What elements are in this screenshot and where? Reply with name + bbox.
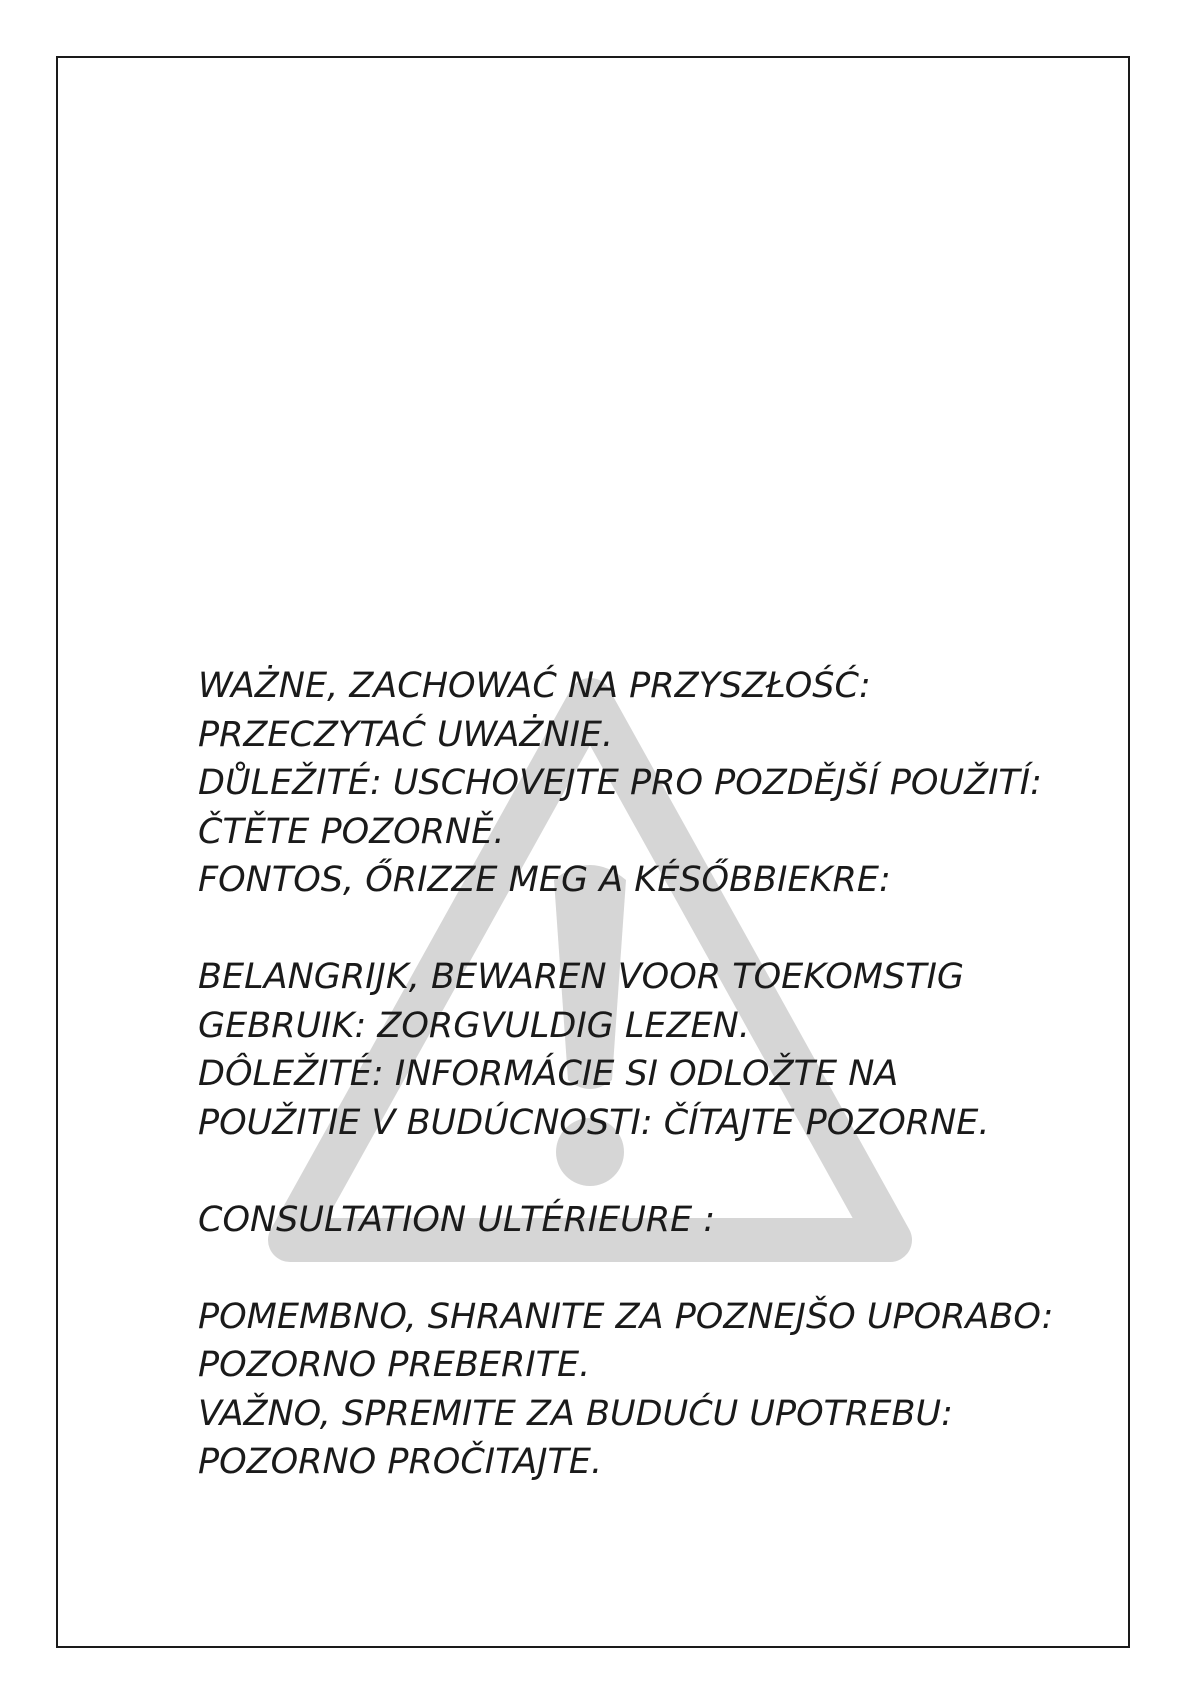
- notice-line-cs-2: ČTĚTE POZORNĚ.: [198, 811, 505, 852]
- notice-line-hu-1: FONTOS, ŐRIZZE MEG A KÉSŐBBIEKRE:: [198, 860, 891, 900]
- notice-line-nl-1: BELANGRIJK, BEWAREN VOOR TOEKOMSTIG: [198, 957, 965, 997]
- notice-line-sl-1: POMEMBNO, SHRANITE ZA POZNEJŠO UPORABO:: [198, 1296, 1054, 1337]
- notice-spacer: [198, 1147, 1118, 1196]
- notice-line-pl-1: WAŻNE, ZACHOWAĆ NA PRZYSZŁOŚĆ:: [198, 666, 871, 706]
- safety-notice-text: [198, 662, 1118, 1487]
- notice-spacer: [198, 1244, 1118, 1293]
- notice-line-sk-2: POUŽITIE V BUDÚCNOSTI: ČÍTAJTE POZORNE.: [198, 1102, 990, 1143]
- notice-line-hr-2: POZORNO PROČITAJTE.: [198, 1442, 603, 1482]
- notice-line-fr-1: CONSULTATION ULTÉRIEURE :: [198, 1199, 716, 1240]
- notice-line-hr-1: VAŽNO, SPREMITE ZA BUDUĆU UPOTREBU:: [198, 1393, 953, 1434]
- notice-line-cs-1: DŮLEŽITÉ: USCHOVEJTE PRO POZDĚJŠÍ POUŽITÍ:: [198, 763, 1042, 803]
- notice-line-sl-2: POZORNO PREBERITE.: [198, 1345, 591, 1385]
- notice-line-pl-2: PRZECZYTAĆ UWAŻNIE.: [198, 714, 614, 755]
- notice-line-sk-1: DÔLEŽITÉ: INFORMÁCIE SI ODLOŽTE NA: [198, 1054, 899, 1094]
- notice-spacer: [198, 905, 1118, 954]
- notice-line-nl-2: GEBRUIK: ZORGVULDIG LEZEN.: [198, 1005, 750, 1046]
